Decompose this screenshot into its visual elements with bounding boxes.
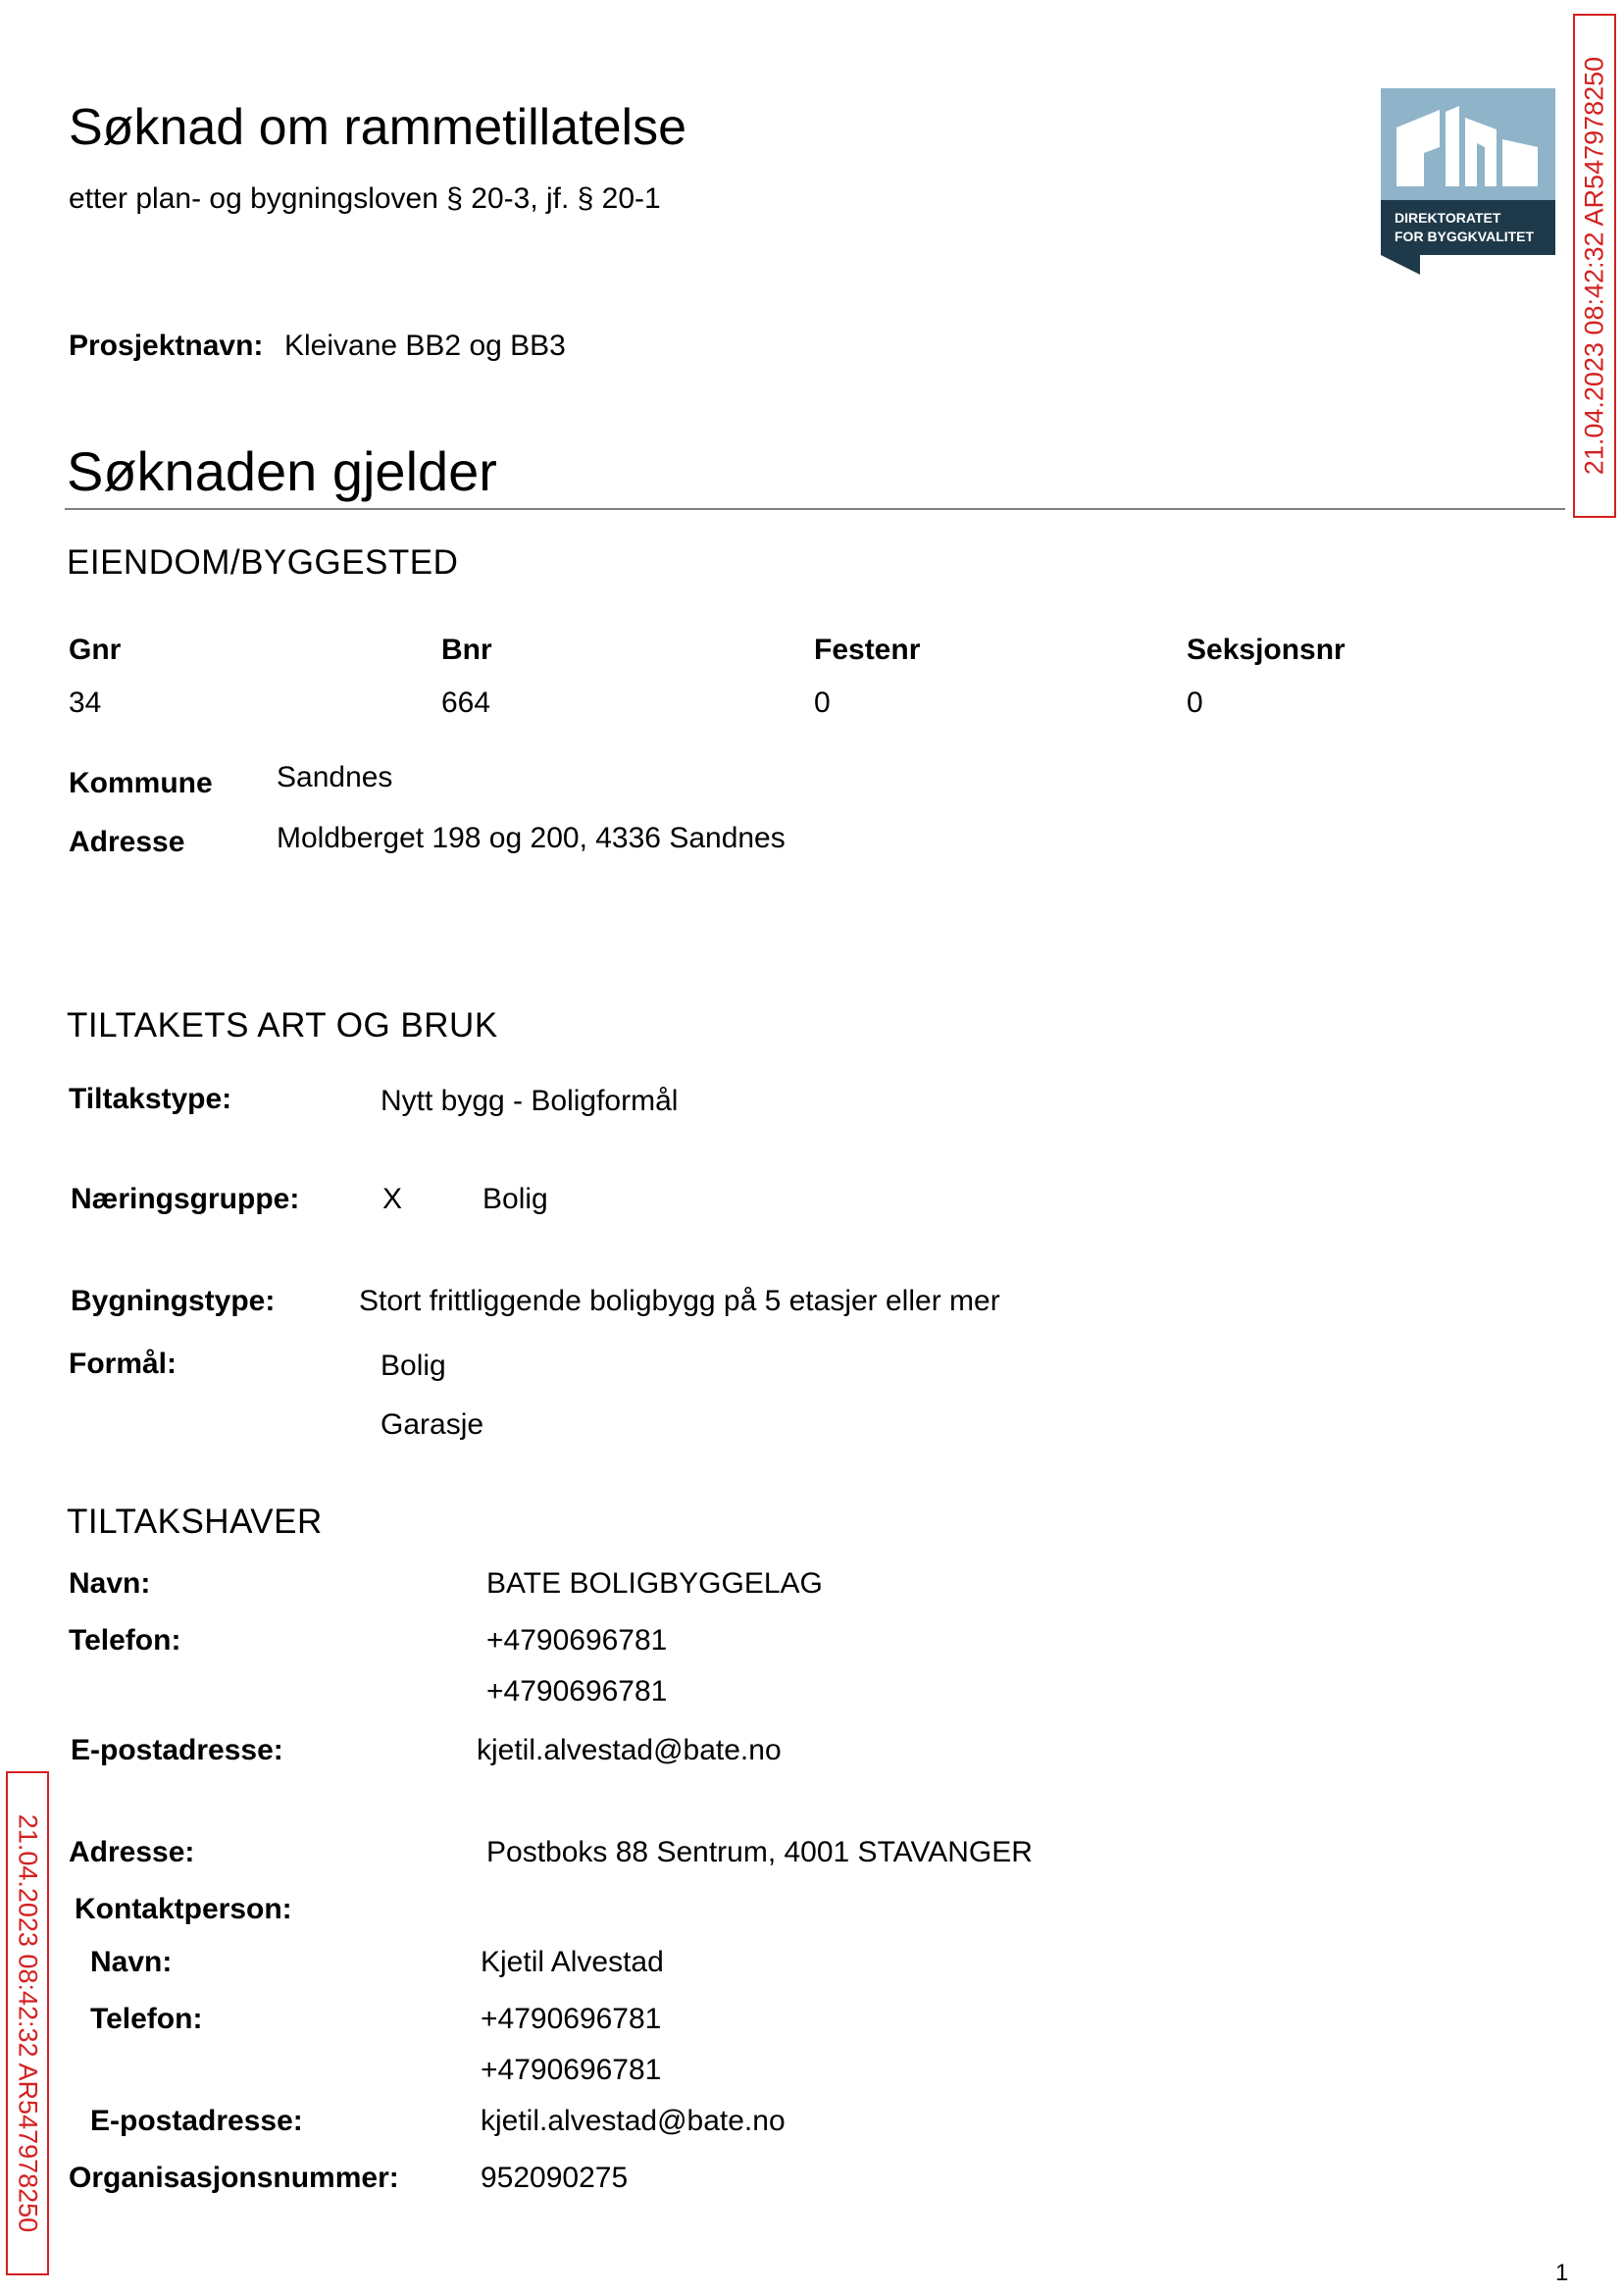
dibk-logo: [1381, 88, 1555, 275]
document-subtitle: etter plan- og bygningsloven § 20-3, jf. § 20-1: [69, 182, 661, 215]
tiltakshaver-telefon-value-2: +4790696781: [486, 1675, 668, 1708]
gnr-label: Gnr: [69, 634, 122, 666]
kontakt-telefon-value-1: +4790696781: [481, 2003, 662, 2035]
document-title: Søknad om rammetillatelse: [69, 99, 686, 156]
section-title: Søknaden gjelder: [67, 440, 497, 502]
formal-label: Formål:: [69, 1348, 178, 1380]
bygningstype-label: Bygningstype:: [71, 1285, 276, 1317]
kommune-value: Sandnes: [277, 761, 393, 793]
kontakt-navn-label: Navn:: [90, 1946, 173, 1978]
project-label: Prosjektnavn:: [69, 330, 264, 362]
gnr-value: 34: [69, 687, 102, 719]
eiendom-heading: EIENDOM/BYGGESTED: [67, 543, 459, 582]
kontakt-epost-value: kjetil.alvestad@bate.no: [481, 2105, 786, 2137]
timestamp-stamp-top: [1573, 14, 1616, 518]
stamp-text-top: 21.04.2023 08:42:32 AR547978250: [1579, 56, 1609, 476]
tiltakshaver-epost-label: E-postadresse:: [71, 1734, 283, 1766]
tiltakstype-value: Nytt bygg - Boligformål: [381, 1085, 679, 1117]
timestamp-stamp-bottom: [6, 1771, 49, 2275]
bnr-value: 664: [441, 687, 491, 719]
kontaktperson-label: Kontaktperson:: [75, 1893, 292, 1925]
tiltakshaver-epost-value: kjetil.alvestad@bate.no: [477, 1734, 782, 1766]
orgnr-label: Organisasjonsnummer:: [69, 2162, 399, 2194]
section-divider: [65, 508, 1565, 510]
tiltakshaver-heading: TILTAKSHAVER: [67, 1503, 323, 1541]
adresse-label: Adresse: [69, 826, 185, 858]
formal-value-1: Bolig: [381, 1350, 446, 1382]
kontakt-navn-value: Kjetil Alvestad: [481, 1946, 664, 1978]
tiltak-heading: TILTAKETS ART OG BRUK: [67, 1006, 498, 1045]
page-number: 1: [1555, 2260, 1569, 2286]
tiltakshaver-telefon-value-1: +4790696781: [486, 1624, 668, 1657]
tiltakshaver-navn-value: BATE BOLIGBYGGELAG: [486, 1567, 823, 1600]
logo-text-line1: DIREKTORATET: [1395, 210, 1501, 226]
kommune-label: Kommune: [69, 767, 213, 799]
logo-text-line2: FOR BYGGKVALITET: [1395, 229, 1535, 244]
adresse-value: Moldberget 198 og 200, 4336 Sandnes: [277, 822, 786, 854]
bygningstype-value: Stort frittliggende boligbygg på 5 etasjer eller mer: [359, 1285, 1000, 1317]
tiltakshaver-adresse-label: Adresse:: [69, 1836, 195, 1868]
tiltakshaver-telefon-label: Telefon:: [69, 1624, 181, 1657]
naeringsgruppe-code: X: [382, 1183, 403, 1215]
festenr-label: Festenr: [814, 634, 921, 666]
stamp-text-bottom: 21.04.2023 08:42:32 AR547978250: [13, 1813, 43, 2233]
seksjonsnr-value: 0: [1187, 687, 1203, 719]
bnr-label: Bnr: [441, 634, 492, 666]
tiltakshaver-navn-label: Navn:: [69, 1567, 151, 1600]
orgnr-value: 952090275: [481, 2162, 629, 2194]
tiltakshaver-adresse-value: Postboks 88 Sentrum, 4001 STAVANGER: [486, 1836, 1033, 1868]
naeringsgruppe-value: Bolig: [482, 1183, 548, 1215]
seksjonsnr-label: Seksjonsnr: [1187, 634, 1345, 666]
naeringsgruppe-label: Næringsgruppe:: [71, 1183, 300, 1215]
kontakt-telefon-label: Telefon:: [90, 2003, 203, 2035]
festenr-value: 0: [814, 687, 831, 719]
tiltakstype-label: Tiltakstype:: [69, 1083, 232, 1115]
project-value: Kleivane BB2 og BB3: [284, 330, 566, 362]
formal-value-2: Garasje: [381, 1408, 484, 1441]
kontakt-epost-label: E-postadresse:: [90, 2105, 303, 2137]
kontakt-telefon-value-2: +4790696781: [481, 2054, 662, 2086]
